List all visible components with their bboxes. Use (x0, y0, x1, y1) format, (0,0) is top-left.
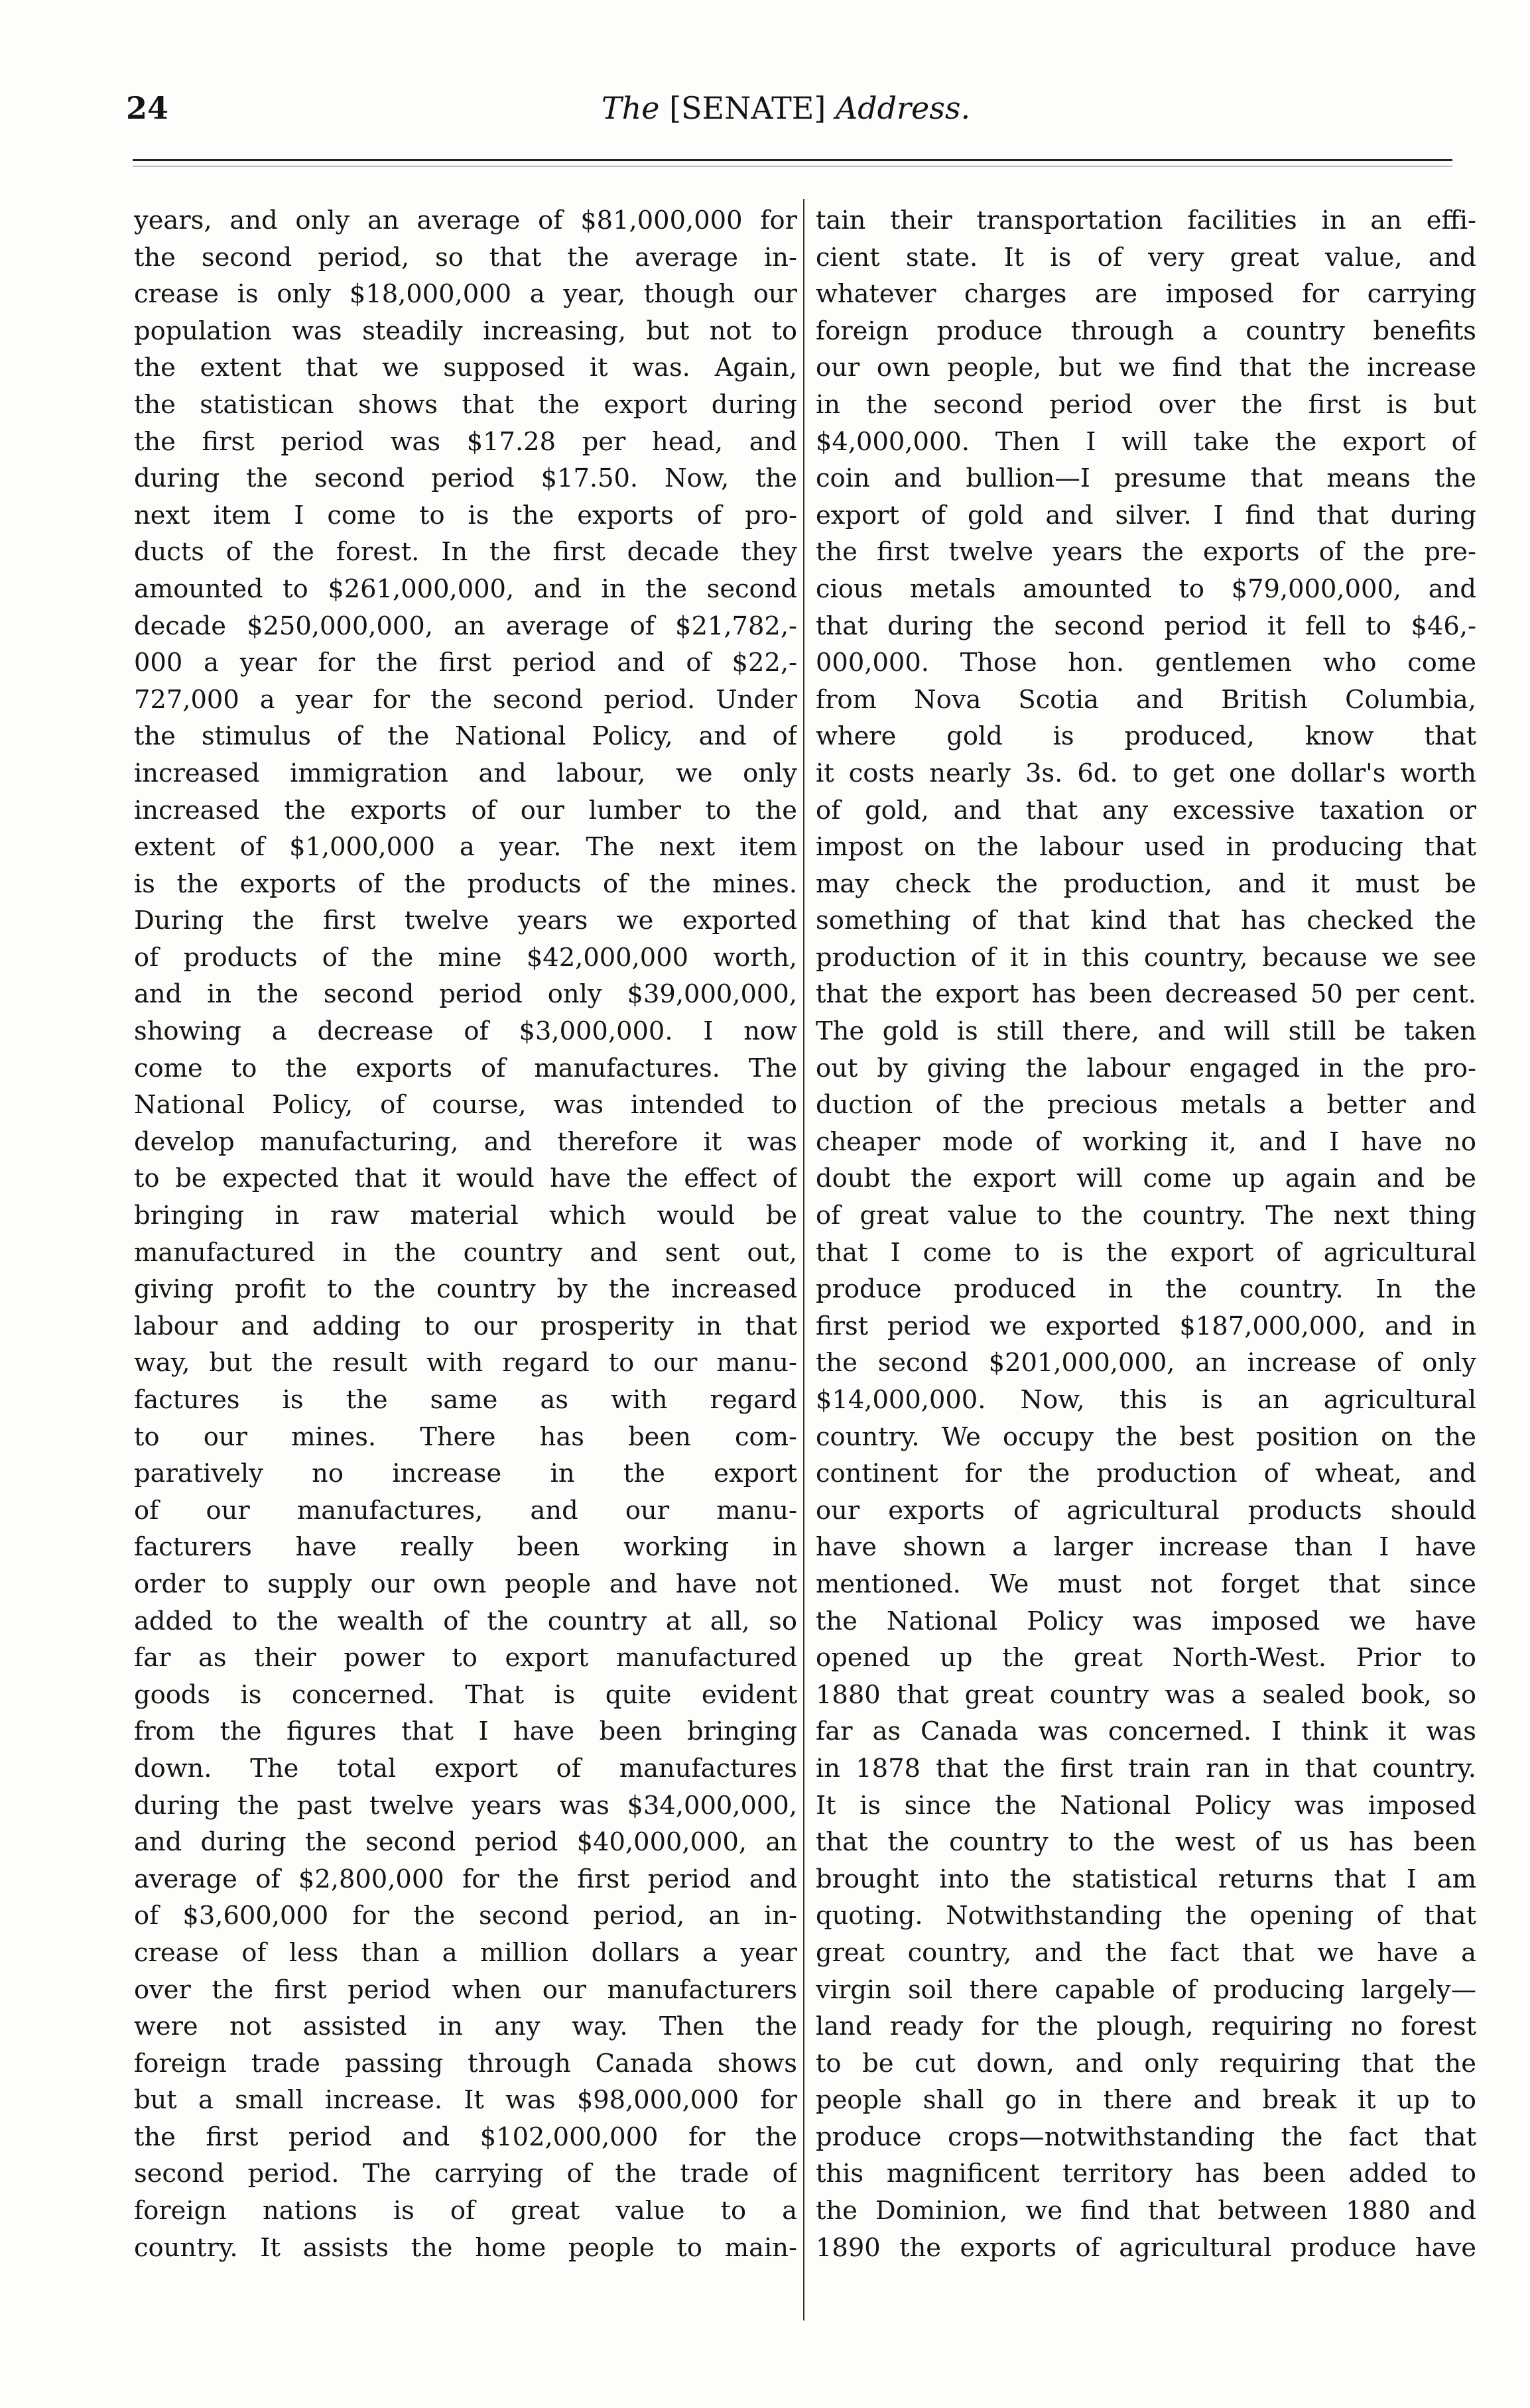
text-line: of our manufactures, and our manu- (134, 1495, 797, 1526)
running-title (126, 90, 1446, 126)
text-line: During the first twelve years we exported (134, 906, 797, 936)
text-line: something of that kind that has checked the (816, 906, 1476, 936)
text-line: in the second period over the first is but (816, 389, 1476, 420)
text-line: the first period and $102,000,000 for the (134, 2122, 797, 2152)
text-line: the stimulus of the National Policy, and of (134, 721, 797, 752)
text-line: the National Policy was imposed we have (816, 1606, 1476, 1636)
text-line: far as their power to export manufactured (134, 1643, 797, 1673)
text-line: years, and only an average of $81,000,000 for (134, 206, 797, 235)
text-line: population was steadily increasing, but not to (134, 316, 797, 346)
text-line: and in the second period only $39,000,000, (134, 979, 797, 1010)
text-line: average of $2,800,000 for the first period and (134, 1864, 797, 1894)
text-line: crease of less than a million dollars a year (134, 1937, 797, 1968)
text-line: of great value to the country. The next thing (816, 1201, 1476, 1231)
page-header (126, 90, 1446, 143)
text-line: may check the production, and it must be (816, 869, 1476, 899)
text-line: develop manufacturing, and therefore it was (134, 1126, 797, 1157)
text-line: that during the second period it fell to $46,- (816, 611, 1476, 641)
running-title-senate: [SENATE] (669, 90, 826, 126)
text-line: export of gold and silver. I find that during (816, 500, 1476, 530)
text-line: the first twelve years the exports of the pre- (816, 537, 1476, 568)
text-line: facturers have really been working in (134, 1532, 797, 1563)
header-rule (133, 159, 1452, 161)
text-line: that the country to the west of us has been (816, 1827, 1476, 1858)
text-line: of products of the mine $42,000,000 worth, (134, 942, 797, 973)
text-line: of $3,600,000 for the second period, an in- (134, 1901, 797, 1931)
text-line: increased immigration and labour, we only (134, 758, 797, 788)
text-line: great country, and the fact that we have a (816, 1937, 1476, 1968)
text-line: showing a decrease of $3,000,000. I now (134, 1016, 797, 1047)
text-line: the statistican shows that the export during (134, 389, 797, 420)
text-line: It is since the National Policy was imposed (816, 1790, 1476, 1821)
text-line: bringing in raw material which would be (134, 1201, 797, 1231)
text-line: cheaper mode of working it, and I have no (816, 1126, 1476, 1157)
text-line: way, but the result with regard to our manu- (134, 1348, 797, 1378)
text-line: produce produced in the country. In the (816, 1274, 1476, 1305)
text-line: the extent that we supposed it was. Again, (134, 353, 797, 383)
text-line: in 1878 that the first train ran in that country. (816, 1753, 1476, 1783)
left-column (134, 202, 797, 2266)
text-line: decade $250,000,000, an average of $21,782,- (134, 611, 797, 641)
text-line: where gold is produced, know that (816, 721, 1476, 752)
text-line: of gold, and that any excessive taxation or (816, 795, 1476, 825)
text-line: land ready for the plough, requiring no forest (816, 2012, 1476, 2042)
text-line: but a small increase. It was $98,000,000 for (134, 2085, 797, 2116)
text-line: the Dominion, we find that between 1880 and (816, 2196, 1476, 2226)
text-line: coin and bullion—I presume that means the (816, 463, 1476, 494)
text-line: come to the exports of manufactures. The (134, 1053, 797, 1083)
text-line: increased the exports of our lumber to the (134, 795, 797, 825)
text-line: 000 a year for the first period and of $22,- (134, 648, 797, 678)
text-line: $4,000,000. Then I will take the export of (816, 426, 1476, 457)
text-line: crease is only $18,000,000 a year, though our (134, 279, 797, 310)
text-line: country. We occupy the best position on the (816, 1421, 1476, 1452)
text-line: were not assisted in any way. Then the (134, 2012, 797, 2042)
text-line: our own people, but we find that the increase (816, 353, 1476, 383)
text-line: whatever charges are imposed for carrying (816, 279, 1476, 310)
text-line: virgin soil there capable of producing largely— (816, 1974, 1476, 2005)
text-line: produce crops—notwithstanding the fact that (816, 2122, 1476, 2152)
right-column (816, 202, 1476, 2266)
text-line: 1890 the exports of agricultural produce have (816, 2232, 1476, 2263)
text-line: opened up the great North-West. Prior to (816, 1643, 1476, 1673)
text-line: manufactured in the country and sent out, (134, 1237, 797, 1268)
text-line: 1880 that great country was a sealed book, so (816, 1679, 1476, 1710)
text-line: amounted to $261,000,000, and in the second (134, 573, 797, 604)
text-line: over the first period when our manufacturers (134, 1974, 797, 2005)
text-line: added to the wealth of the country at all, so (134, 1606, 797, 1636)
text-line: during the past twelve years was $34,000,000, (134, 1790, 797, 1821)
text-line: labour and adding to our prosperity in that (134, 1311, 797, 1341)
text-line: doubt the export will come up again and be (816, 1164, 1476, 1194)
text-line: 000,000. Those hon. gentlemen who come (816, 648, 1476, 678)
text-line: that I come to is the export of agricultural (816, 1237, 1476, 1268)
text-line: giving profit to the country by the increased (134, 1274, 797, 1305)
text-line: order to supply our own people and have not (134, 1569, 797, 1599)
text-line: have shown a larger increase than I have (816, 1532, 1476, 1563)
text-line: the first period was $17.28 per head, and (134, 426, 797, 457)
text-line: impost on the labour used in producing that (816, 832, 1476, 863)
text-line: foreign trade passing through Canada shows (134, 2048, 797, 2078)
text-line: duction of the precious metals a better and (816, 1090, 1476, 1120)
text-line: continent for the production of wheat, and (816, 1459, 1476, 1489)
text-line: the second period, so that the average in- (134, 242, 797, 272)
page-number: 24 (126, 90, 169, 126)
text-line: foreign nations is of great value to a (134, 2196, 797, 2226)
text-line: production of it in this country, because we see (816, 942, 1476, 973)
text-line: people shall go in there and break it up to (816, 2085, 1476, 2116)
text-line: down. The total export of manufactures (134, 1753, 797, 1783)
text-line: from Nova Scotia and British Columbia, (816, 684, 1476, 715)
text-line: to our mines. There has been com- (134, 1421, 797, 1452)
text-line: National Policy, of course, was intended to (134, 1090, 797, 1120)
text-line: mentioned. We must not forget that since (816, 1569, 1476, 1599)
running-title-prefix: The (601, 90, 670, 126)
text-line: 727,000 a year for the second period. Under (134, 684, 797, 715)
text-line: The gold is still there, and will still be taken (816, 1016, 1476, 1047)
text-line: foreign produce through a country benefits (816, 316, 1476, 346)
text-line: cious metals amounted to $79,000,000, and (816, 573, 1476, 604)
text-line: goods is concerned. That is quite evident (134, 1679, 797, 1710)
text-line: ducts of the forest. In the first decade they (134, 537, 797, 568)
text-line: quoting. Notwithstanding the opening of that (816, 1901, 1476, 1931)
text-line: country. It assists the home people to main- (134, 2232, 797, 2263)
column-divider (803, 199, 804, 2320)
text-line: it costs nearly 3s. 6d. to get one dollar's worth (816, 758, 1476, 788)
text-line: next item I come to is the exports of pro- (134, 500, 797, 530)
text-line: is the exports of the products of the mines. (134, 869, 797, 899)
text-line: to be cut down, and only requiring that the (816, 2048, 1476, 2078)
text-line: tain their transportation facilities in an effi- (816, 206, 1476, 235)
text-line: during the second period $17.50. Now, the (134, 463, 797, 494)
text-line: second period. The carrying of the trade of (134, 2159, 797, 2189)
text-line: this magnificent territory has been added to (816, 2159, 1476, 2189)
running-title-suffix: Address. (826, 90, 971, 126)
text-line: far as Canada was concerned. I think it was (816, 1716, 1476, 1747)
text-line: that the export has been decreased 50 per cent. (816, 979, 1476, 1010)
text-line: and during the second period $40,000,000, an (134, 1827, 797, 1858)
text-line: brought into the statistical returns that I am (816, 1864, 1476, 1894)
text-line: first period we exported $187,000,000, and in (816, 1311, 1476, 1341)
text-line: out by giving the labour engaged in the pro- (816, 1053, 1476, 1083)
text-line: extent of $1,000,000 a year. The next item (134, 832, 797, 863)
text-line: from the figures that I have been bringing (134, 1716, 797, 1747)
text-line: factures is the same as with regard (134, 1385, 797, 1415)
text-line: cient state. It is of very great value, and (816, 242, 1476, 272)
text-line: to be expected that it would have the effect of (134, 1164, 797, 1194)
text-line: the second $201,000,000, an increase of only (816, 1348, 1476, 1378)
text-line: paratively no increase in the export (134, 1459, 797, 1489)
text-line: our exports of agricultural products should (816, 1495, 1476, 1526)
text-line: $14,000,000. Now, this is an agricultural (816, 1385, 1476, 1415)
